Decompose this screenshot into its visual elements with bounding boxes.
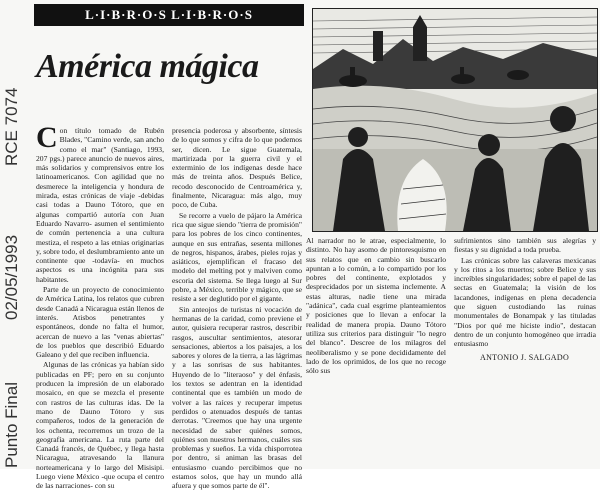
handwritten-publication: Punto Final	[2, 382, 21, 468]
author-signature: ANTONIO J. SALGADO	[480, 353, 570, 362]
woodcut-illustration	[313, 9, 597, 231]
handwritten-code: RCE 7074	[2, 87, 21, 166]
paragraph: sufrimientos sino también sus alegrías y fiestas y su dignidad a toda prueba.	[454, 236, 596, 255]
paragraph: Sin anteojos de turistas ni vocación de hermanas de la caridad, como previene el autor, quisiera recuperar rastros, describir rasgos, auscultar sentimientos, atesorar sensaciones, abiertos a los paisajes, a los sabores y olores de la tierra, a las lágrimas y a las sonrisas de sus habitantes. Huyendo de lo "literaoso" y del énfasis, los textos se adentran en la identidad continental que es también un modo de volver a las raíces y recuperar impetus perdidos o atenuados después de tantas derrotas. "Creemos que hay una urgente necesidad de saber quiénes somos, quiénes son nuestros hermanos, cuáles sus problemas y sueños. La vida chisporrotea por dentro, si animan las brasas del entusiasmo cuando percibimos que no estamos solos, que hay un mundo allá afuera y que somos parte de él".	[172, 304, 302, 491]
handwritten-date: 02/05/1993	[2, 234, 21, 320]
article-column-2	[172, 126, 302, 491]
article-column-3	[306, 236, 446, 376]
section-banner-text: L·I·B·R·O·S L·I·B·R·O·S	[85, 7, 253, 22]
article-column-4	[454, 236, 596, 348]
paragraph: presencia poderosa y absorbente, síntesis de lo que somos y cifra de lo que podemos ser, dicen. Le sigue Guatemala, martirizada por la guerra civil y el exterminio de los indígenas desde hace más de treinta años. Después Belice, recodo desconocido de Centroamérica y, finalmente, Nicaragua: más algo, muy poco, de Cuba.	[172, 126, 302, 210]
paragraph: Con título tomado de Rubén Blades, "Camino verde, san ancho como el mar" (Santiago, 1993, 207 pgs.) parece anuncio de nuevos aires, más solidarios y comprensivos entre los latinoamericanos. Con agilidad que no desmerece la inteligencia y hondura de mirada, estas crónicas de viaje -debidas casi todas a Dauno Tótoro, que en algunas compartió autoría con Juan Eduardo Navarro- asumen el sentimiento de común pertenencia a una cultura mestiza, el respeto a las etnias originarias y, sobre todo, el deslumbramiento ante un continente que -todavía- en muchos aspectos es una incógnita para sus habitantes.	[36, 121, 164, 284]
drop-cap: C	[36, 121, 58, 154]
article-title: América mágica	[36, 48, 259, 85]
article-column-1	[36, 121, 164, 491]
article-illustration	[312, 8, 598, 232]
paragraph: Las crónicas sobre las calaveras mexicanas y los ritos a los muertos; sobre Belice y sus increíbles singularidades; sobre el papel de las sectas en Guatemala; la visión de los lacandones, indígenas en plena decadencia que siguen custodiando las ruinas monumentales de Bonampak y las tituladas "Dios por qué me hiciste indio", destacan dentro de un conjunto homogéneo que irradia entusiasmo	[454, 255, 596, 349]
section-banner	[34, 4, 304, 26]
paragraph: Parte de un proyecto de conocimiento de América Latina, los relatos que cubren desde Canadá a Nicaragua están llenos de interés. Atisbos penetrantes y espontáneos, donde no falta el humor, acercan de nuevo a las "venas abiertas" de los pueblos que describió Eduardo Galeano y del que reciben influencia.	[36, 285, 164, 360]
paragraph: Se recorre a vuelo de pájaro la América rica que sigue siendo "tierra de promisión" para los pobres de los cinco continentes, aunque en sus entrañas, sesenta millones de negros, hispanos, árabes, pieles rojas y asiáticos, ejemplifican el fracaso del modelo del melting pot y malviven como escoria del sistema. Se llega luego al Sur pobre, a México, terrible y mágico, que se resiste a ser deglutido por el gigante.	[172, 210, 302, 304]
paragraph: Algunas de las crónicas ya habían sido publicadas en PF; pero en su conjunto producen la impresión de un elaborado mosaico, en que se mezcla el presente con rastros de las culturas idas. De la mano de Dauno Tótoro y sus compañeros, todos de la generación de los ochenta, recorremos un trozo de la geografía americana. La ruta parte del Canadá francés, de Québec, y llega hasta Nicaragua, atravesando la llanura norteamericana y lo largo del Misisipi. Luego viene México -que ocupa el centro de las narraciones- con su	[36, 360, 164, 491]
paragraph: Al narrador no le atrae, especialmente, lo distinto. No hay asomo de pintoresquismo en sus relatos que en cambio sin buscarlo apuntan a lo común, a lo compartido por los pobres del continente, explotados y desprecidados por un sistema inclemente. A estas alturas, nadie tiene una mirada "adánica", cada cual esgrime planteamientos y posiciones que lo llevan a enfocar la realidad de manera propia. Dauno Tótoro utiliza sus criterios para distinguir "lo negro del blanco". Descree de los milagros del neoliberalismo y se pone decididamente del lado de los oprimidos, de los que no recoge sólo sus	[306, 236, 446, 376]
